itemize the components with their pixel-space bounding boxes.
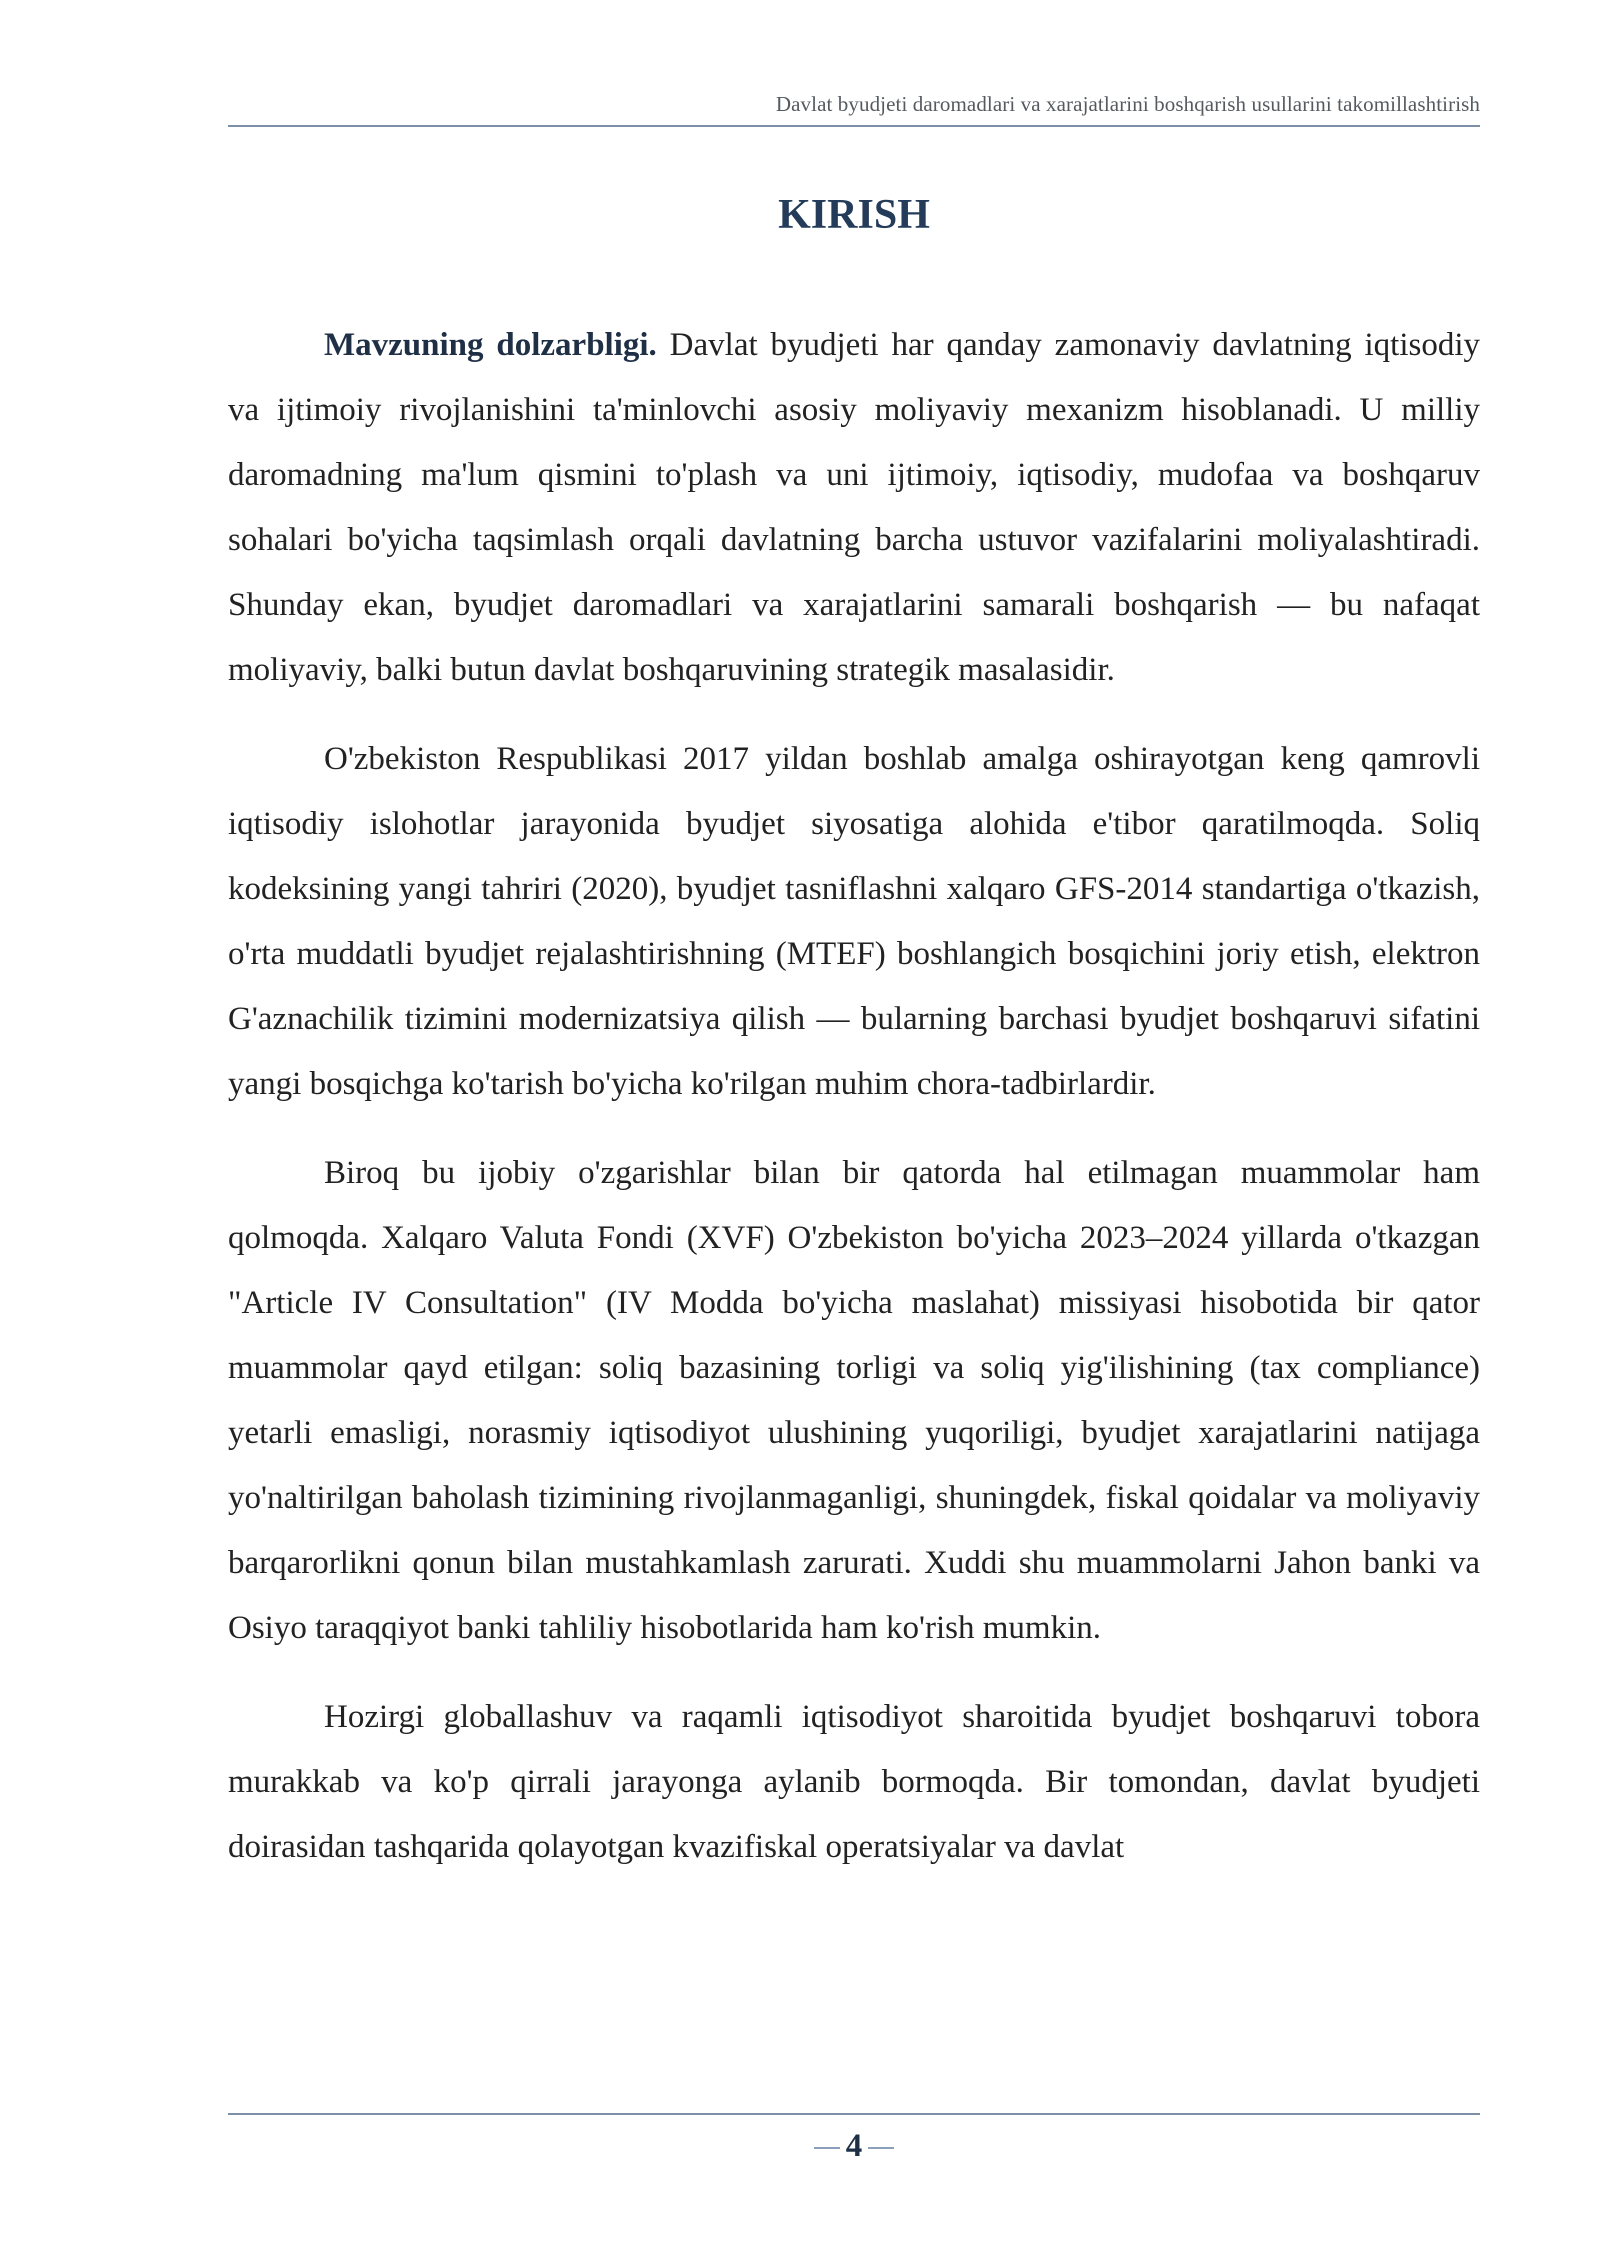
- page-number: [228, 2124, 1480, 2168]
- header-divider: [228, 125, 1480, 127]
- paragraph-relevance: [228, 313, 1480, 703]
- paragraph-text: O'zbekiston Respublikasi 2017 yildan boshlab amalga oshirayotgan keng qamrovli iqtisodiy islohotlar jarayonida byudjet siyosatiga alohida e'tibor qaratilmoqda. Soliq kodeksining yangi tahriri (2020), byudjet tasniflashni xalqaro GFS-2014 standartiga o'tkazish, o'rta muddatli byudjet rejalashtirishning (MTEF) boshlangich bosqichini joriy etish, elektron G'aznachilik tizimini modernizatsiya qilish — bularning barchasi byudjet boshqaruvi sifatini yangi bosqichga ko'tarish bo'yicha ko'rilgan muhim chora-tadbirlardir.: [228, 741, 1480, 1102]
- section-title: KIRISH: [778, 192, 930, 238]
- paragraph-lead: Mavzuning dolzarbligi.: [324, 327, 657, 363]
- footer-divider: [228, 2113, 1480, 2115]
- page-number-dash-right: [868, 2147, 894, 2149]
- running-header: Davlat byudjeti daromadlari va xarajatlarini boshqarish usullarini takomillashtirish: [775, 92, 1480, 116]
- paragraph-globalization: [228, 1685, 1480, 1880]
- paragraph-reforms: [228, 727, 1480, 1117]
- body-text: [228, 313, 1480, 1904]
- page-number-dash-left: [814, 2147, 840, 2149]
- paragraph-text: Biroq bu ijobiy o'zgarishlar bilan bir qatorda hal etilmagan muammolar ham qolmoqda. Xalqaro Valuta Fondi (XVF) O'zbekiston bo'yicha 2023–2024 yillarda o'tkazgan "Article IV Consultation" (IV Modda bo'yicha maslahat) missiyasi hisobotida bir qator muammolar qayd etilgan: soliq bazasining torligi va soliq yig'ilishining (tax compliance) yetarli emasligi, norasmiy iqtisodiyot ulushining yuqoriligi, byudjet xarajatlarini natijaga yo'naltirilgan baholash tizimining rivojlanmaganligi, shuningdek, fiskal qoidalar va moliyaviy barqarorlikni qonun bilan mustahkamlash zarurati. Xuddi shu muammolarni Jahon banki va Osiyo taraqqiyot banki tahliliy hisobotlarida ham ko'rish mumkin.: [228, 1155, 1480, 1646]
- paragraph-text: Hozirgi globallashuv va raqamli iqtisodiyot sharoitida byudjet boshqaruvi tobora murakkab va ko'p qirrali jarayonga aylanib bormoqda. Bir tomondan, davlat byudjeti doirasidan tashqarida qolayotgan kvazifiskal operatsiyalar va davlat: [228, 1699, 1480, 1865]
- page-number-value: 4: [845, 2128, 863, 2164]
- paragraph-problems: [228, 1141, 1480, 1661]
- paragraph-text: Davlat byudjeti har qanday zamonaviy davlatning iqtisodiy va ijtimoiy rivojlanishini ta'minlovchi asosiy moliyaviy mexanizm hisoblanadi. U milliy daromadning ma'lum qismini to'plash va uni ijtimoiy, iqtisodiy, mudofaa va boshqaruv sohalari bo'yicha taqsimlash orqali davlatning barcha ustuvor vazifalarini moliyalashtiradi. Shunday ekan, byudjet daromadlari va xarajatlarini samarali boshqarish — bu nafaqat moliyaviy, balki butun davlat boshqaruvining strategik masalasidir.: [228, 327, 1480, 688]
